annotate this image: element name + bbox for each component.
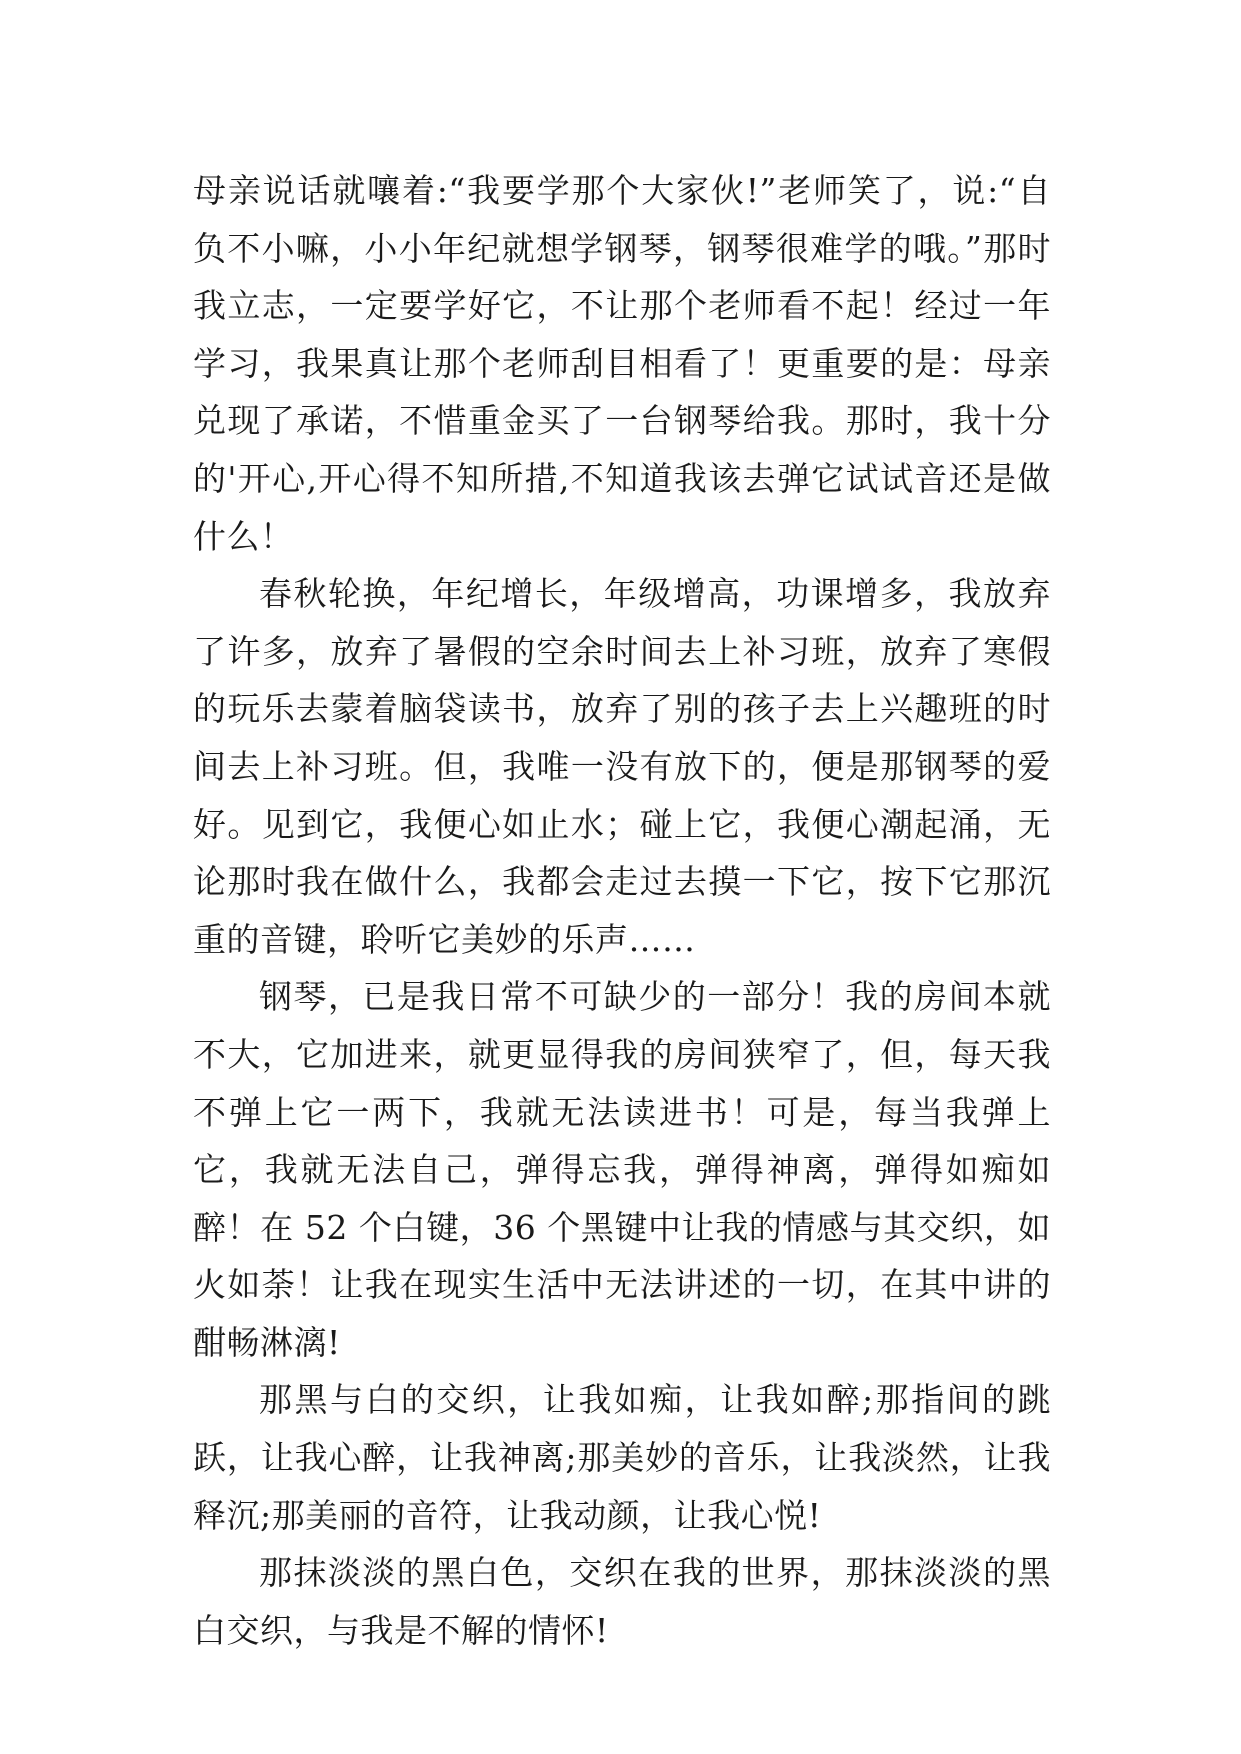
paragraph-1: 母亲说话就嚷着:“我要学那个大家伙!”老师笑了，说:“自负不小嘛，小小年纪就想学钢琴，钢琴很难学的哦。”那时我立志，一定要学好它，不让那个老师看不起！经过一年学习，我果真让那个老师刮目相看了！更重要的是：母亲兑现了承诺，不惜重金买了一台钢琴给我。那时，我十分的'开心,开心得不知所措,不知道我该去弹它试试音还是做什么！	[193, 171, 1051, 556]
paragraph-2: 春秋轮换，年纪增长，年级增高，功课增多，我放弃了许多，放弃了暑假的空余时间去上补习班，放弃了寒假的玩乐去蒙着脑袋读书，放弃了别的孩子去上兴趣班的时间去上补习班。但，我唯一没有放下的，便是那钢琴的爱好。见到它，我便心如止水；碰上它，我便心潮起涌，无论那时我在做什么，我都会走过去摸一下它，按下它那沉重的音键，聆听它美妙的乐声……	[193, 574, 1051, 959]
document-body	[193, 162, 1051, 1659]
paragraph-4: 那黑与白的交织，让我如痴，让我如醉;那指间的跳跃，让我心醉，让我神离;那美妙的音乐，让我淡然，让我释沉;那美丽的音符，让我动颜，让我心悦!	[193, 1380, 1051, 1535]
paragraph-5: 那抹淡淡的黑白色，交织在我的世界，那抹淡淡的黑白交织，与我是不解的情怀!	[193, 1553, 1051, 1650]
paragraph-3: 钢琴，已是我日常不可缺少的一部分！我的房间本就不大，它加进来，就更显得我的房间狭窄了，但，每天我不弹上它一两下，我就无法读进书！可是，每当我弹上它，我就无法自己，弹得忘我，弹得神离，弹得如痴如醉！在 52 个白键，36 个黑键中让我的情感与其交织，如火如荼！让我在现实生活中无法讲述的一切，在其中讲的酣畅淋漓!	[193, 977, 1051, 1362]
